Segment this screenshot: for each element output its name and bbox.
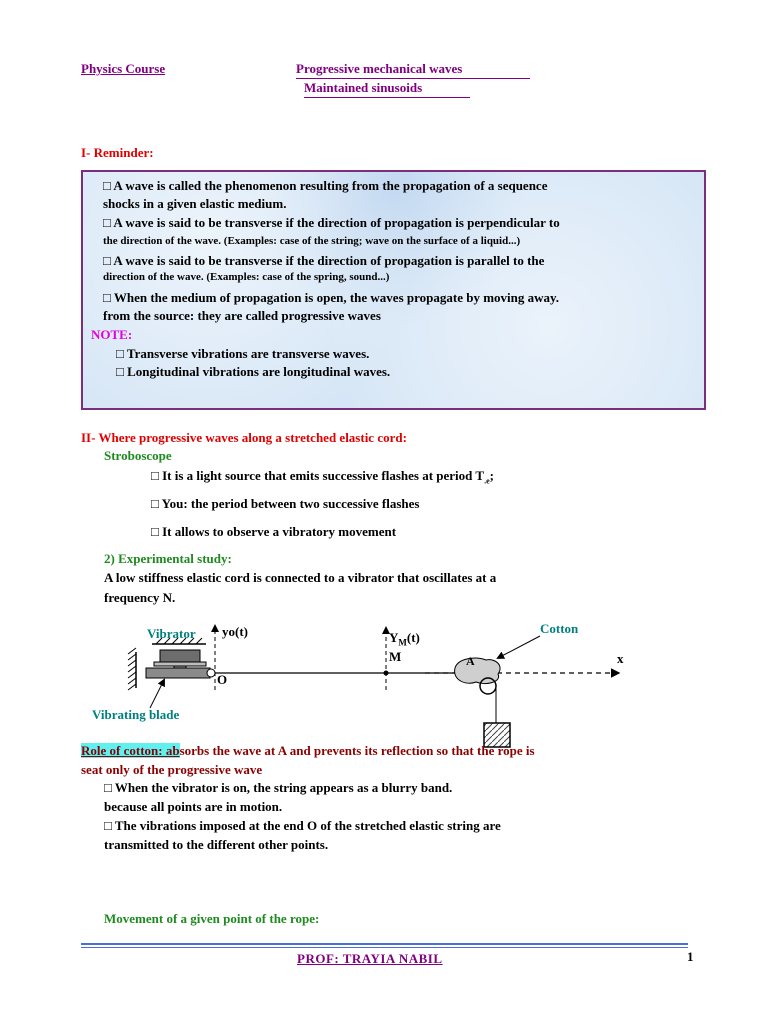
vibrator-label: Vibrator [147,626,196,641]
reminder-line: □ A wave is said to be transverse if the direction of propagation is parallel to the [103,253,545,268]
course-name: Physics Course [81,61,166,76]
reminder-line: direction of the wave. (Examples: case of the spring, sound...) [103,271,390,283]
m-label: M [389,649,402,664]
reminder-line: □ When the medium of propagation is open, the waves propagate by moving away. [103,290,560,305]
bullet-icon: □ [103,253,111,268]
footer-rule [81,943,688,945]
bullet-icon: □ [103,215,111,230]
experimental-line: frequency N. [104,590,176,605]
observation-line: because all points are in motion. [104,799,283,814]
section-1-heading: I- Reminder: [81,145,154,160]
footer-rule [81,947,688,948]
note-label: NOTE: [91,327,133,342]
x-label: x [617,651,624,666]
page-number: 1 [687,949,694,964]
a-label: A [466,654,475,668]
stroboscope-line: □ It is a light source that emits successive flashes at period $T_{.e}$; [151,468,494,486]
reminder-line: the direction of the wave. (Examples: case of the string; wave on the surface of a liquid...) [103,235,521,247]
cotton-label: Cotton [540,621,579,636]
cotton-role-line: seat only of the progressive wave [81,762,263,777]
reminder-line: from the source: they are called progressive waves [103,308,381,323]
stroboscope-line: □ You: the period between two successive flashes [151,496,420,511]
note-line: □ Longitudinal vibrations are longitudinal waves. [116,364,391,379]
author-name: PROF: TRAYIA NABIL [297,951,443,966]
reminder-line: □ A wave is said to be transverse if the direction of propagation is perpendicular to [103,215,560,230]
vibrating-blade [146,668,210,678]
bullet-icon: □ [104,780,112,795]
bullet-icon: □ [103,178,111,193]
observation-line: transmitted to the different other points. [104,837,329,852]
section-2-heading: II- Where progressive waves along a stretched elastic cord: [81,430,407,445]
note-line: □ Transverse vibrations are transverse waves. [116,346,370,361]
observation-line: □ The vibrations imposed at the end O of the stretched elastic string are [104,818,501,833]
lesson-subtitle: Maintained sinusoids [304,80,470,98]
cotton-role-highlight: Role of cotton: ab [81,743,180,758]
reminder-line: shocks in a given elastic medium. [103,196,287,211]
lesson-title: Progressive mechanical waves [296,61,530,79]
bullet-icon: □ [151,524,159,539]
reminder-line: □ A wave is called the phenomenon resulting from the propagation of a sequence [103,178,548,193]
blade-pointer [150,680,164,708]
observation-line: □ When the vibrator is on, the string appears as a blurry band. [104,780,453,795]
blade-label: Vibrating blade [92,707,180,722]
stroboscope-heading: Stroboscope [104,448,172,463]
movement-heading: Movement of a given point of the rope: [104,911,320,926]
cotton-pointer [498,636,540,658]
yo-label: yo(t) [222,624,248,639]
point-m-marker [384,671,389,676]
bullet-icon: □ [116,364,124,379]
o-label: O [217,672,228,687]
bullet-icon: □ [151,496,159,511]
point-o-marker [207,669,215,677]
bullet-icon: □ [116,346,124,361]
stroboscope-line: □ It allows to observe a vibratory movement [151,524,397,539]
experimental-line: A low stiffness elastic cord is connected to a vibrator that oscillates at a [104,570,497,585]
bullet-icon: □ [103,290,111,305]
ym-label: $Y_M(t)$ [389,630,420,648]
bullet-icon: □ [104,818,112,833]
experimental-heading: 2) Experimental study: [104,551,232,566]
vibrating-cord-diagram [0,610,768,750]
cotton-role-line: Role of cotton: absorbs the wave at A and prevents its reflection so that the rope is [81,743,535,758]
